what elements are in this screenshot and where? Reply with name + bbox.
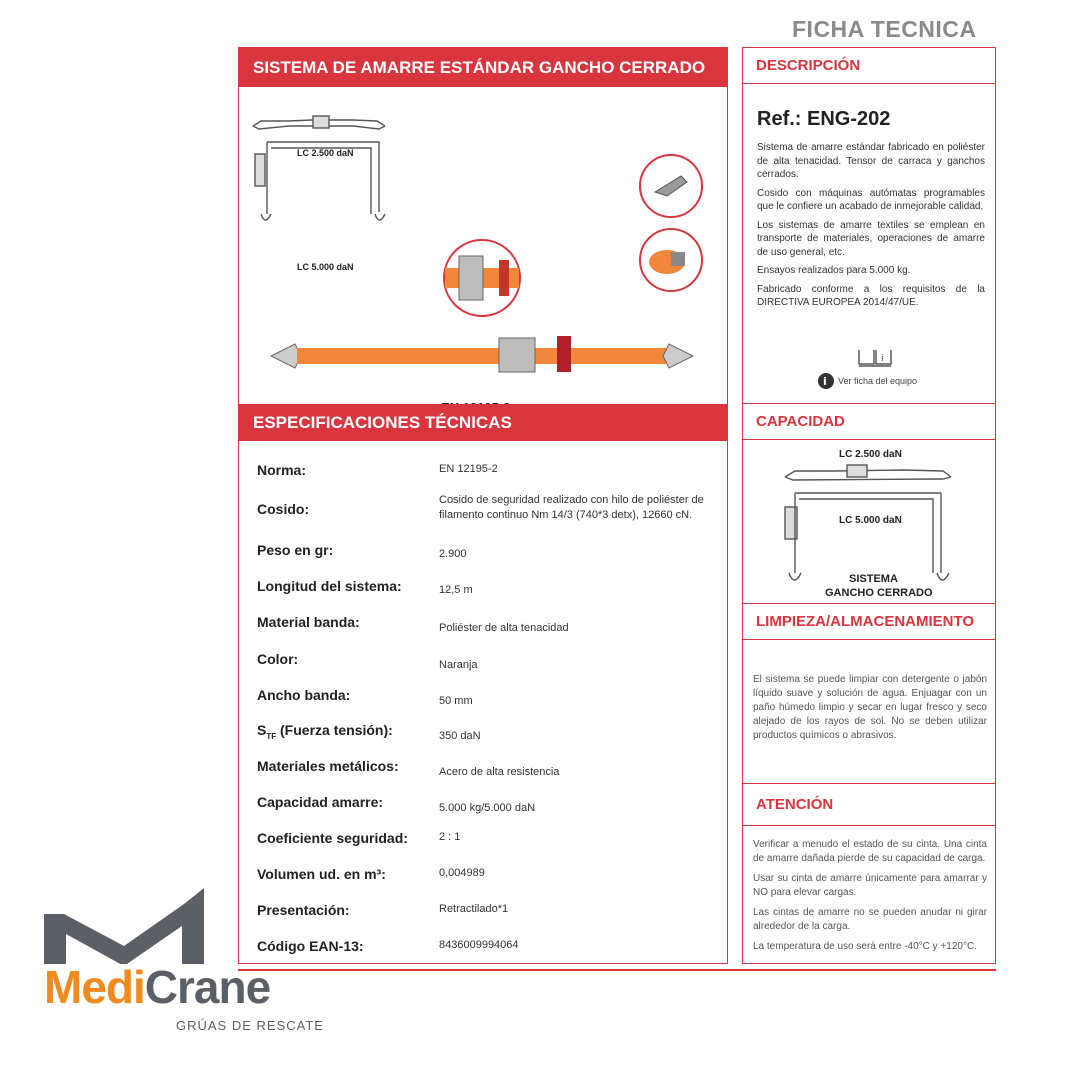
attention-paragraph: La temperatura de uso será entre -40°C y +120°C. — [753, 941, 977, 952]
product-title: SISTEMA DE AMARRE ESTÁNDAR GANCHO CERRADO — [239, 48, 727, 87]
spec-value: Acero de alta resistencia — [439, 766, 560, 778]
medicrane-logo-mark — [44, 880, 206, 964]
spec-value: 2 : 1 — [439, 831, 461, 843]
spec-key-main: S — [257, 722, 267, 738]
logo-crane: Crane — [144, 961, 271, 1013]
spec-value: Poliéster de alta tenacidad — [439, 622, 569, 634]
spec-key: Capacidad amarre: — [257, 794, 384, 810]
spec-key: Materiales metálicos: — [257, 758, 399, 774]
spec-key: Coeficiente seguridad: — [257, 830, 408, 846]
product-reference: Ref.: ENG-202 — [757, 108, 891, 130]
spec-key: Peso en gr: — [257, 542, 334, 558]
view-equipment-sheet-link[interactable] — [817, 372, 917, 390]
capacity-lc-top: LC 2.500 daN — [839, 449, 902, 460]
ratchet-strap-image — [267, 330, 697, 380]
view-equipment-sheet-label: Ver ficha del equipo — [838, 376, 918, 386]
description-paragraph: Cosido con máquinas autómatas programables que le confiere un acabado de inmejorable calidad. — [757, 187, 985, 212]
spec-key — [257, 722, 393, 741]
svg-text:i: i — [881, 354, 884, 364]
spec-value: 0,004989 — [439, 867, 485, 879]
document-type-title: FICHA TECNICA — [792, 16, 977, 42]
specs-title: ESPECIFICACIONES TÉCNICAS — [239, 404, 727, 441]
medicrane-logo-text — [44, 960, 270, 1014]
spec-key: Norma: — [257, 462, 307, 478]
description-paragraph: Sistema de amarre estándar fabricado en poliéster de alta tenacidad. Tensor de carraca y ganchos cerrados. — [757, 142, 985, 180]
spec-value: 350 daN — [439, 730, 481, 742]
spec-value: 2.900 — [439, 548, 467, 560]
attention-text — [753, 838, 987, 960]
description-paragraph: Ensayos realizados para 5.000 kg. — [757, 265, 911, 276]
footer-rule — [238, 969, 996, 971]
coiled-strap-image — [637, 226, 705, 294]
cleaning-text — [753, 673, 987, 749]
logo-medi: Medi — [44, 961, 145, 1013]
attention-paragraph: Las cintas de amarre no se pueden anudar ni girar alrededor de la carga. — [753, 907, 987, 932]
svg-text:i: i — [823, 375, 827, 388]
spec-key: Código EAN-13: — [257, 938, 364, 954]
cleaning-title: LIMPIEZA/ALMACENAMIENTO — [743, 604, 995, 640]
spec-key-sub: TF — [266, 731, 277, 741]
spec-key: Cosido: — [257, 501, 310, 517]
attention-title: ATENCIÓN — [743, 784, 995, 826]
spec-key: Longitud del sistema: — [257, 578, 402, 594]
spec-value: 12,5 m — [439, 584, 473, 596]
book-icon — [857, 348, 893, 368]
spec-value: 5.000 kg/5.000 daN — [439, 802, 536, 814]
product-illustration — [239, 88, 727, 406]
product-panel — [238, 47, 728, 964]
spec-value: Cosido de seguridad realizado con hilo de poliéster de filamento continuo Nm 14/3 (740*3 detx), 12660 cN. — [439, 494, 704, 521]
attention-paragraph: Verificar a menudo el estado de su cinta. Una cinta de amarre dañada pierde de su capacidad de carga. — [753, 839, 987, 864]
lc-top-label: LC 2.500 daN — [297, 148, 354, 158]
info-panel — [742, 47, 996, 964]
description-paragraph: Los sistemas de amarre textiles se emplean en transporte de materiales, operaciones de amarre de uso general, etc. — [757, 219, 985, 258]
info-icon — [817, 372, 835, 390]
cleaning-paragraph: El sistema se puede limpiar con detergente o jabón líquido suave y solución de agua. Enjuagar con un paño húmedo limpio y secar en lugar fresco y seco alejado de los rayos de sol. No se deben utilizar productos químicos o abrasivos. — [753, 674, 987, 741]
capacity-title: CAPACIDAD — [743, 404, 995, 440]
spec-key: Volumen ud. en m³: — [257, 866, 386, 882]
spec-key: Material banda: — [257, 614, 360, 630]
description-paragraph: Fabricado conforme a los requisitos de la DIRECTIVA EUROPEA 2014/47/UE. — [757, 283, 985, 308]
attention-paragraph: Usar su cinta de amarre únicamente para amarrar y NO para elevar cargas. — [753, 873, 987, 898]
hook-detail-image — [637, 152, 705, 220]
capacity-lc-bottom: LC 5.000 daN — [839, 515, 902, 526]
spec-value: EN 12195-2 — [439, 463, 498, 475]
spec-value: Naranja — [439, 659, 478, 671]
lc-bottom-label: LC 5.000 daN — [297, 262, 354, 272]
description-title: DESCRIPCIÓN — [743, 48, 995, 84]
logo-tagline: GRÚAS DE RESCATE — [176, 1018, 324, 1033]
spec-value: Retractilado*1 — [439, 903, 509, 915]
spec-key: Ancho banda: — [257, 687, 351, 703]
capacity-system-label: SISTEMA — [849, 573, 898, 585]
ratchet-detail-image — [437, 238, 527, 318]
spec-key: Color: — [257, 651, 299, 667]
spec-value: 50 mm — [439, 695, 473, 707]
spec-key-rest: (Fuerza tensión): — [276, 722, 393, 738]
spec-key: Presentación: — [257, 902, 350, 918]
capacity-system-type: GANCHO CERRADO — [825, 587, 933, 599]
description-text — [757, 141, 985, 315]
lashing-diagram — [249, 102, 409, 242]
spec-value: 8436009994064 — [439, 939, 519, 951]
capacity-diagram — [743, 443, 995, 603]
